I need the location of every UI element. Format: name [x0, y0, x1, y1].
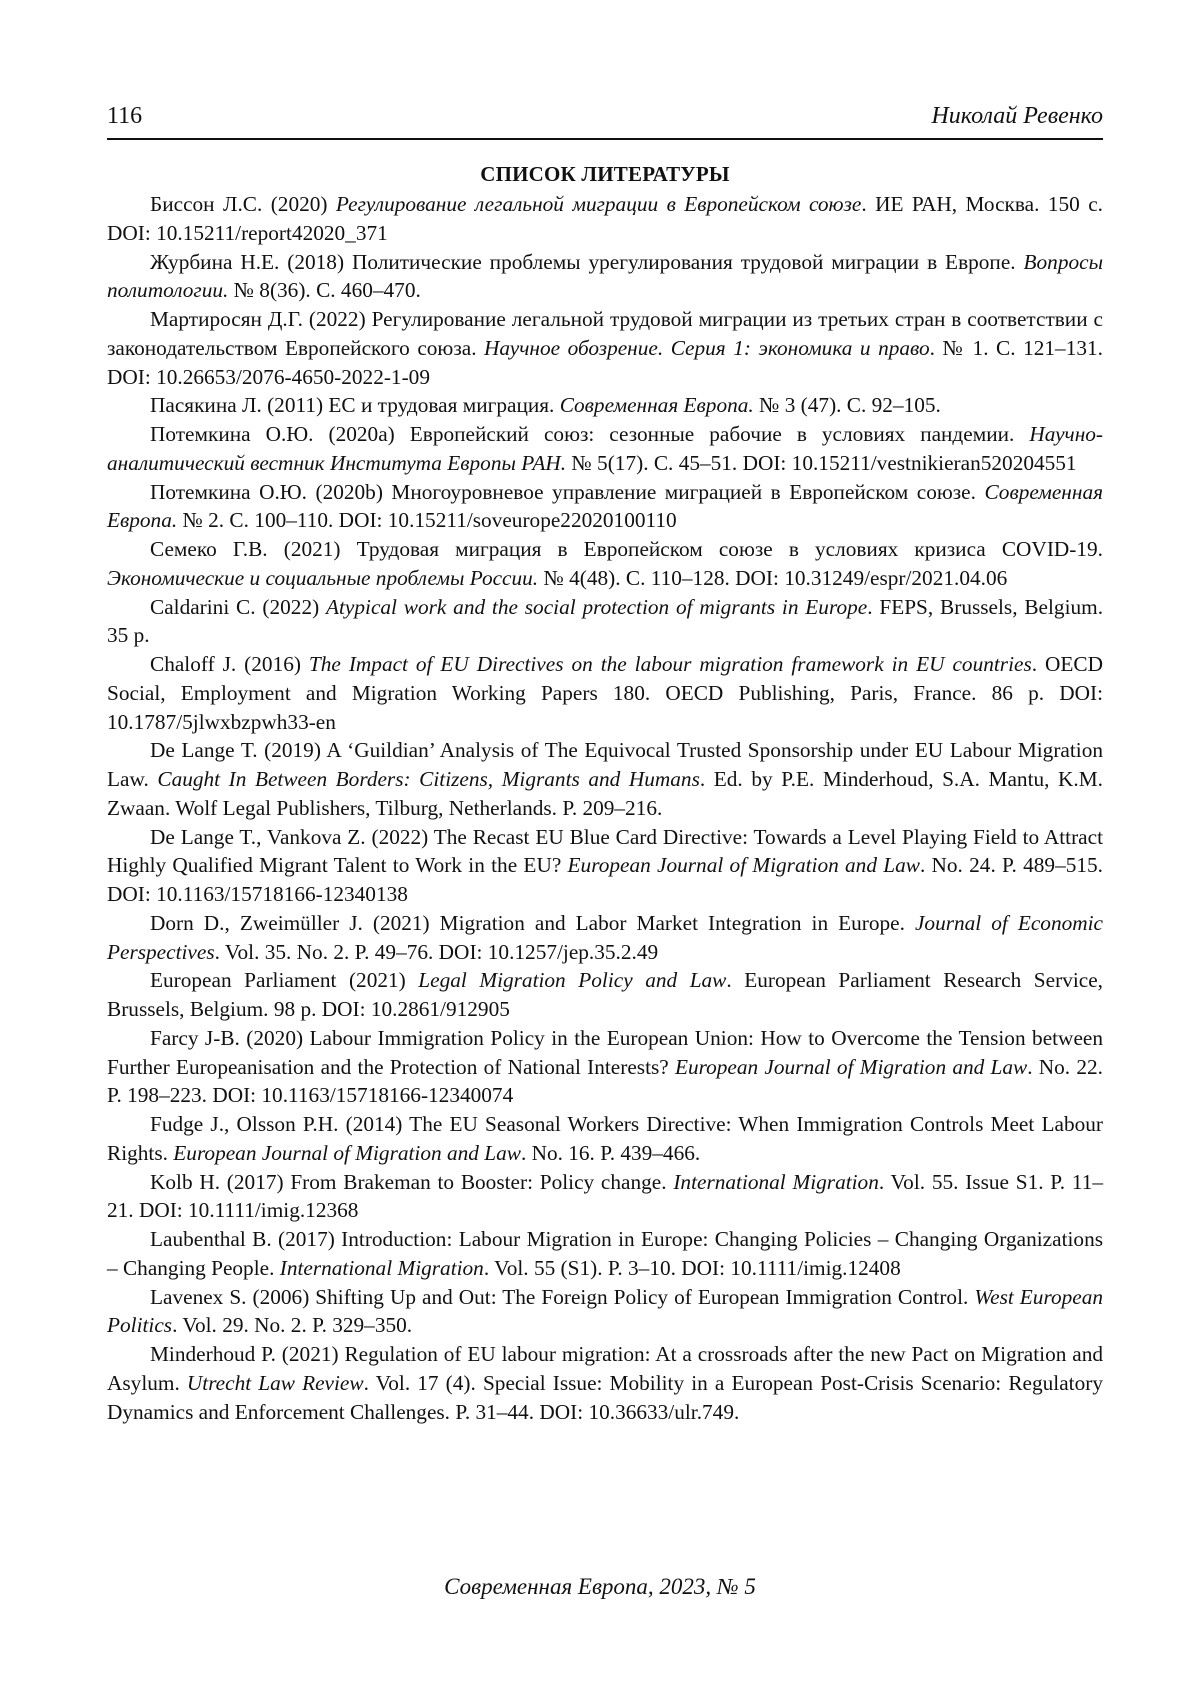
running-head — [107, 100, 1103, 140]
reference-item: Caldarini C. (2022) Atypical work and the social protection of migrants in Europe. FEPS, Brussels, Belgium. 35 p. — [107, 594, 1104, 648]
reference-item: Laubenthal B. (2017) Introduction: Labour Migration in Europe: Changing Policies – Changing Organizations – Changing People. International Migration. Vol. 55 (S1). P. 3–10. DOI: 10.1111/imig.12408 — [107, 1227, 1103, 1280]
reference-item: Мартиросян Д.Г. (2022) Регулирование легальной трудовой миграции из третьих стран в соответствии с законодательством Европейского союза. Научное обозрение. Серия 1: экономика и право. № 1. С. 121–131. DOI: 10.26653/2076-4650-2022-1-09 — [107, 307, 1103, 389]
reference-item: Потемкина О.Ю. (2020b) Многоуровневое управление миграцией в Европейском союзе. Современная Европа. № 2. С. 100–110. DOI: 10.15211/soveurope22020100110 — [107, 479, 1103, 533]
reference-item: Семеко Г.В. (2021) Трудовая миграция в Европейском союзе в условиях кризиса COVID-19. Экономические и социальные проблемы России. № 4(48). С. 110–128. DOI: 10.31249/espr/2021.04.06 — [107, 537, 1103, 590]
reference-item: Fudge J., Olsson P.H. (2014) The EU Seasonal Workers Directive: When Immigration Controls Meet Labour Rights. European Journal of Migration and Law. No. 16. P. 439–466. — [107, 1112, 1103, 1165]
reference-item: Minderhoud P. (2021) Regulation of EU labour migration: At a crossroads after the new Pact on Migration and Asylum. Utrecht Law Review. Vol. 17 (4). Special Issue: Mobility in a European Post-Crisis Scenario: Regulatory Dynamics and Enforcement Challenges. P. 31–44. DOI: 10.36633/ulr.749. — [107, 1342, 1103, 1424]
reference-item: Потемкина О.Ю. (2020a) Европейский союз: сезонные рабочие в условиях пандемии. Научно-аналитический вестник Института Европы РАН. № 5(17). С. 45–51. DOI: 10.15211/vestnikieran520204551 — [107, 422, 1103, 475]
section-title: СПИСОК ЛИТЕРАТУРЫ — [480, 162, 730, 186]
reference-list — [107, 190, 1103, 1426]
reference-item: Chaloff J. (2016) The Impact of EU Directives on the labour migration framework in EU countries. OECD Social, Employment and Migration Working Papers 180. OECD Publishing, Paris, France. 86 p. DOI: 10.1787/5jlwxbzpwh33-en — [107, 652, 1103, 734]
reference-item: Пасякина Л. (2011) ЕС и трудовая миграция. Современная Европа. № 3 (47). С. 92–105. — [150, 393, 941, 418]
reference-item: De Lange T. (2019) A ‘Guildian’ Analysis of The Equivocal Trusted Sponsorship under EU Labour Migration Law. Caught In Between Borders: Citizens, Migrants and Humans. Ed. by P.E. Minderhoud, S.A. Mantu, K.M. Zwaan. Wolf Legal Publishers, Tilburg, Netherlands. P. 209–216. — [107, 738, 1104, 820]
reference-item: Dorn D., Zweimüller J. (2021) Migration and Labor Market Integration in Europe. Journal of Economic Perspectives. Vol. 35. No. 2. P. 49–76. DOI: 10.1257/jep.35.2.49 — [107, 910, 1103, 964]
reference-item: Lavenex S. (2006) Shifting Up and Out: The Foreign Policy of European Immigration Control. West European Politics. Vol. 29. No. 2. P. 329–350. — [107, 1284, 1104, 1338]
reference-item: Farcy J-B. (2020) Labour Immigration Policy in the European Union: How to Overcome the Tension between Further Europeanisation and the Protection of National Interests? European Journal of Migration and Law. No. 22. P. 198–223. DOI: 10.1163/15718166-12340074 — [107, 1025, 1103, 1108]
reference-item: Kolb H. (2017) From Brakeman to Booster: Policy change. International Migration. Vol. 55. Issue S1. P. 11–21. DOI: 10.1111/imig.12368 — [107, 1169, 1104, 1223]
reference-item: De Lange T., Vankova Z. (2022) The Recast EU Blue Card Directive: Towards a Level Playing Field to Attract Highly Qualified Migrant Talent to Work in the EU? European Journal of Migration and Law. No. 24. P. 489–515. DOI: 10.1163/15718166-12340138 — [107, 824, 1103, 906]
reference-item: Журбина Н.Е. (2018) Политические проблемы урегулирования трудовой миграции в Европе. Вопросы политологии. № 8(36). С. 460–470. — [107, 249, 1103, 303]
page-body — [107, 100, 1103, 1426]
reference-item: Биссон Л.С. (2020) Регулирование легальной миграции в Европейском союзе. ИЕ РАН, Москва. 150 с. DOI: 10.15211/report42020_371 — [107, 192, 1103, 245]
page-number: 116 — [107, 103, 143, 129]
page-footer: Современная Европа, 2023, № 5 — [444, 1574, 756, 1599]
running-head-author: Николай Ревенко — [931, 103, 1103, 129]
reference-item: European Parliament (2021) Legal Migration Policy and Law. European Parliament Research Service, Brussels, Belgium. 98 p. DOI: 10.2861/912905 — [107, 968, 1103, 1021]
